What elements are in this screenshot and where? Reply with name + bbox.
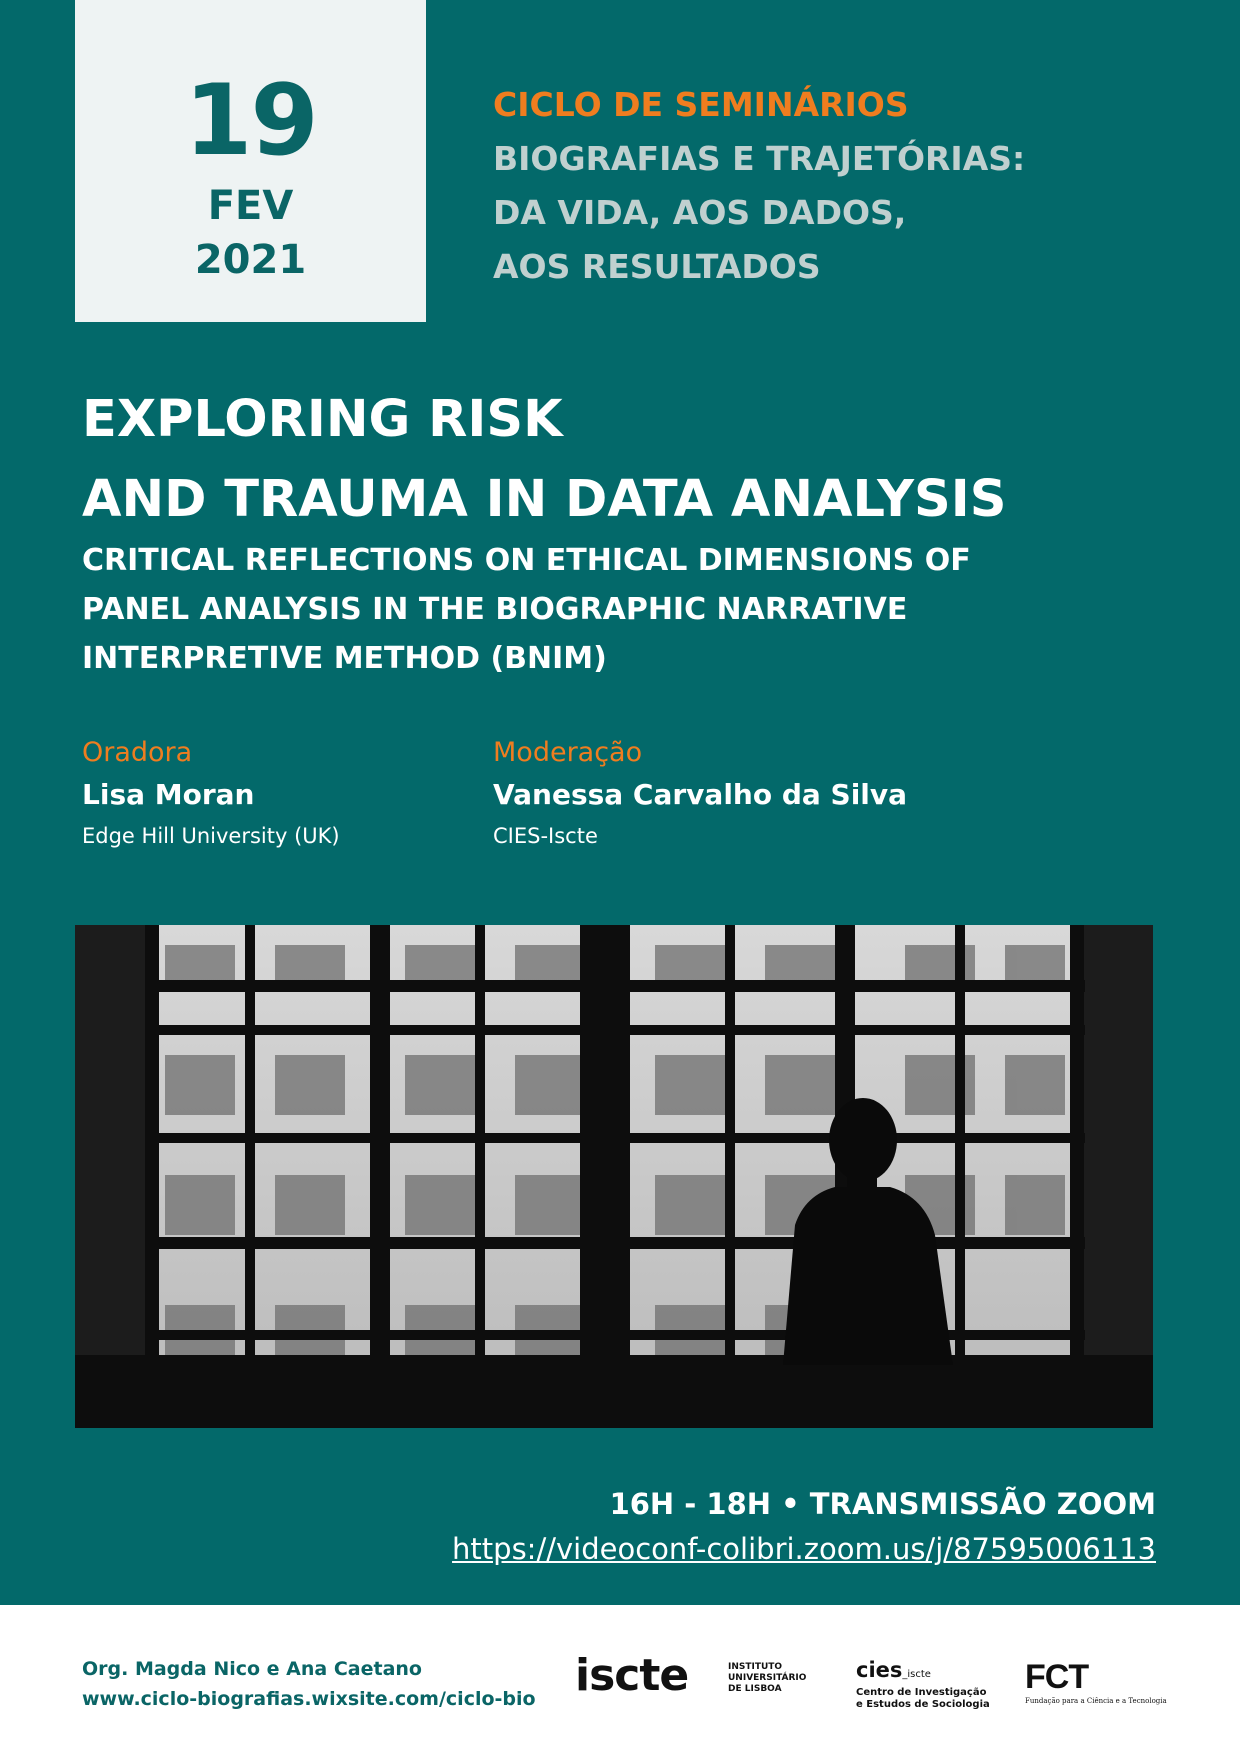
iscte-logo-word: iscte [575, 1650, 689, 1701]
moderator-role: Moderação [493, 737, 643, 768]
window-silhouette-photo [75, 925, 1153, 1428]
talk-title [82, 380, 1006, 540]
series-label: CICLO DE SEMINÁRIOS [493, 85, 909, 124]
iscte-desc-line-1: INSTITUTO [728, 1662, 783, 1672]
fct-logo [1025, 1660, 1167, 1706]
session-time-platform: 16H - 18H • TRANSMISSÃO ZOOM [609, 1487, 1156, 1521]
cies-logo-description [856, 1687, 990, 1711]
moderator-name: Vanessa Carvalho da Silva [493, 778, 908, 811]
speaker-affiliation: Edge Hill University (UK) [82, 824, 340, 848]
website-link[interactable]: www.ciclo-biografias.wixsite.com/ciclo-bio [82, 1688, 536, 1710]
date-year: 2021 [194, 237, 307, 283]
zoom-link[interactable]: https://videoconf-colibri.zoom.us/j/87595006113 [452, 1532, 1156, 1566]
cies-logo [856, 1660, 990, 1711]
cies-suffix: _iscte [902, 1669, 931, 1680]
organizers-text: Org. Magda Nico e Ana Caetano [82, 1658, 422, 1680]
iscte-desc-line-2: UNIVERSITÁRIO [728, 1673, 807, 1683]
cies-word: cies [856, 1658, 903, 1682]
date-month: FEV [207, 183, 294, 229]
photo-illustration [75, 925, 1153, 1428]
speaker-role: Oradora [82, 737, 193, 768]
date-day: 19 [184, 64, 317, 178]
speaker-block [82, 736, 340, 850]
talk-subtitle-line-1: CRITICAL REFLECTIONS ON ETHICAL DIMENSIONS OF [82, 543, 971, 578]
series-title-line-3: AOS RESULTADOS [493, 247, 821, 286]
fct-logo-description: Fundação para a Ciência e a Tecnologia [1025, 1697, 1167, 1705]
date-box [75, 0, 426, 322]
moderator-block [493, 736, 907, 850]
talk-subtitle [82, 536, 1082, 683]
talk-subtitle-line-2: PANEL ANALYSIS IN THE BIOGRAPHIC NARRATIVE [82, 592, 908, 627]
cies-desc-line-2: e Estudos de Sociologia [856, 1699, 990, 1710]
fct-logo-word: FCT [1025, 1658, 1089, 1696]
iscte-logo-description [728, 1662, 806, 1695]
footer-organizers [82, 1654, 536, 1714]
talk-subtitle-line-3: INTERPRETIVE METHOD (BNIM) [82, 641, 607, 676]
seminar-series [493, 78, 1025, 294]
speaker-name: Lisa Moran [82, 778, 255, 811]
talk-title-line-1: EXPLORING RISK [82, 390, 563, 449]
series-title-line-2: DA VIDA, AOS DADOS, [493, 193, 907, 232]
cies-desc-line-1: Centro de Investigação [856, 1687, 987, 1698]
talk-title-line-2: AND TRAUMA IN DATA ANALYSIS [82, 470, 1007, 529]
iscte-desc-line-3: DE LISBOA [728, 1684, 782, 1694]
cies-logo-word [856, 1660, 990, 1681]
moderator-affiliation: CIES-Iscte [493, 824, 598, 848]
series-title-line-1: BIOGRAFIAS E TRAJETÓRIAS: [493, 139, 1026, 178]
